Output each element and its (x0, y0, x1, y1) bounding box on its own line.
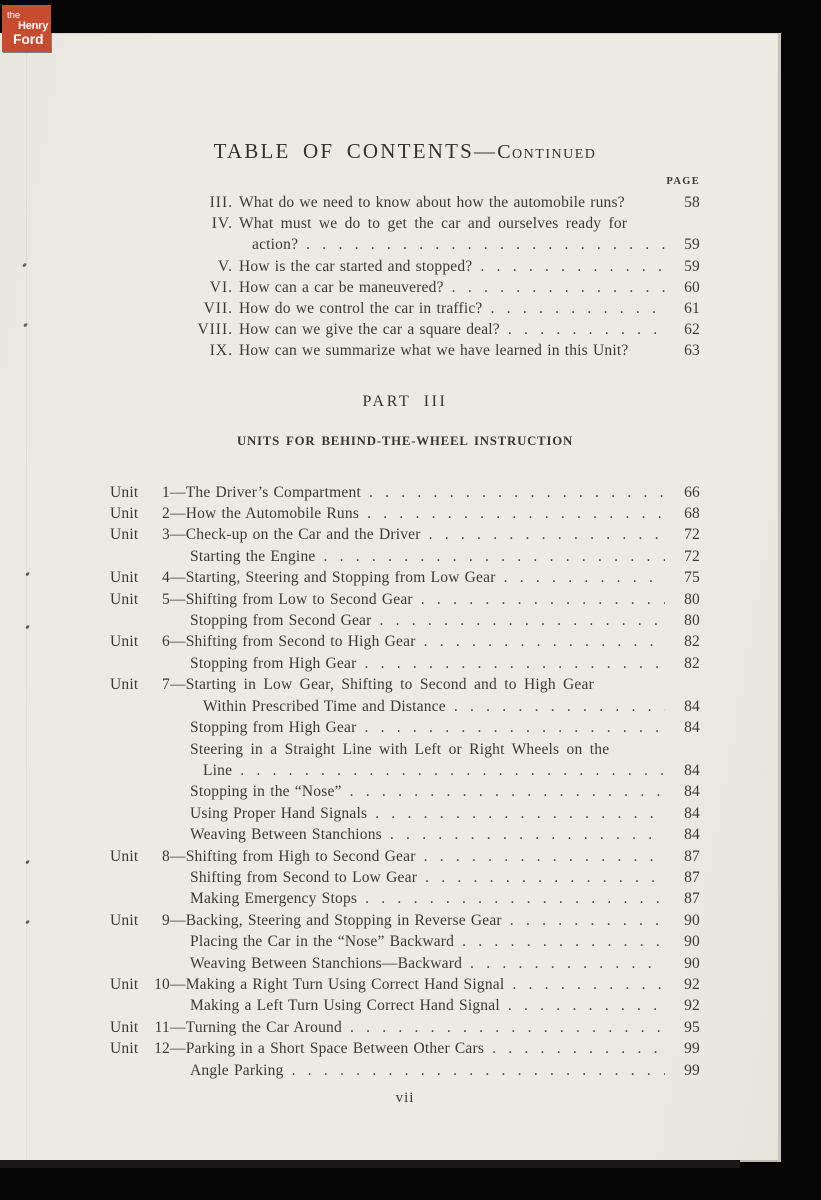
toc-entry-title: —Shifting from Low to Second Gear (170, 590, 413, 608)
unit-word: Unit (110, 1018, 139, 1036)
toc-entry-page-number: 90 (684, 933, 700, 951)
unit-label-col (110, 974, 170, 995)
unit-label-col (110, 1017, 170, 1038)
unit-number: 6 (162, 633, 170, 651)
unit-label-col (110, 631, 170, 652)
dot-leader (424, 846, 665, 867)
dot-leader (364, 653, 665, 674)
toc-entry-numeral: IX. (209, 342, 233, 360)
toc-entry-line (110, 803, 700, 824)
toc-entry-numeral: IV. (211, 215, 233, 233)
toc-entry-line (110, 503, 700, 524)
toc-entry-title: —Shifting from Second to High Gear (170, 633, 416, 651)
toc-entry-title: Making a Left Turn Using Correct Hand Signal (190, 997, 500, 1015)
unit-label-col (110, 910, 170, 931)
toc-entry-page-number: 95 (684, 1018, 700, 1036)
toc-entry-title: —Making a Right Turn Using Correct Hand Signal (170, 975, 505, 993)
dot-leader (369, 482, 665, 503)
toc-entry-title: —Shifting from High to Second Gear (170, 847, 416, 865)
dot-leader (508, 995, 665, 1016)
dot-leader (379, 610, 665, 631)
toc-entry-page-number: 84 (684, 826, 700, 844)
toc-entry-page-number: 90 (684, 911, 700, 929)
toc-entry-title: How is the car started and stopped? (239, 257, 473, 275)
toc-entry-line (110, 696, 700, 717)
toc-entry-page-number: 82 (684, 654, 700, 672)
toc-entry-line (110, 589, 700, 610)
toc-entry-title: —The Driver’s Compartment (170, 483, 361, 501)
dot-leader (462, 931, 665, 952)
toc-entry-page-number: 63 (684, 342, 700, 360)
toc-entry-line (110, 340, 700, 361)
toc-entry-line (110, 974, 700, 995)
dot-leader (292, 1060, 665, 1081)
dot-leader (240, 760, 665, 781)
unit-label-col (110, 1038, 170, 1059)
toc-entry-line (110, 234, 700, 255)
toc-entry-page-number: 87 (684, 868, 700, 886)
toc-entry-line (110, 482, 700, 503)
toc-entry-page-number: 99 (684, 1040, 700, 1058)
ink-speck (23, 323, 28, 328)
dot-leader (425, 867, 665, 888)
toc-entry-page-number: 60 (684, 278, 700, 296)
toc-entry-title: How can a car be maneuvered? (239, 278, 444, 296)
unit-number: 9 (162, 911, 170, 929)
ink-speck (25, 572, 30, 577)
page-title-continued: Continued (497, 141, 597, 163)
unit-label-col (110, 503, 170, 524)
toc-entry-line (110, 319, 700, 340)
toc-entry-line (110, 298, 700, 319)
toc-entry-title: —Turning the Car Around (170, 1018, 342, 1036)
toc-entry-line (110, 1038, 700, 1059)
toc-entry-line (110, 610, 700, 631)
toc-entry-line (110, 674, 700, 695)
toc-entry-title: What do we need to know about how the automobile runs? (239, 194, 625, 211)
toc-entry-line (110, 653, 700, 674)
page-content (110, 33, 700, 1107)
toc-entry-title: Angle Parking (190, 1061, 284, 1079)
part-heading: PART III (362, 392, 448, 410)
toc-entry-page-number: 84 (684, 761, 700, 779)
unit-number: 11 (154, 1018, 170, 1036)
toc-entry-title: How can we summarize what we have learned in this Unit? (239, 342, 629, 360)
unit-word: Unit (110, 526, 139, 544)
toc-entry-title: How can we give the car a square deal? (239, 321, 500, 339)
toc-entry-title: Placing the Car in the “Nose” Backward (190, 933, 455, 951)
unit-number: 8 (162, 847, 170, 865)
unit-word: Unit (110, 676, 139, 694)
dot-leader (424, 631, 665, 652)
toc-entry-title: Making Emergency Stops (190, 890, 358, 908)
dot-leader (390, 824, 665, 845)
toc-entry-page-number: 92 (684, 997, 700, 1015)
dot-leader (364, 717, 665, 738)
unit-word: Unit (110, 911, 139, 929)
page-title-main: TABLE OF CONTENTS— (213, 139, 498, 163)
dot-leader (512, 974, 665, 995)
toc-entry-numeral: VII. (203, 300, 233, 318)
unit-number: 5 (162, 590, 170, 608)
toc-entry-title: Stopping from High Gear (190, 719, 357, 737)
dot-leader (306, 234, 665, 255)
toc-entry-title: Shifting from Second to Low Gear (190, 868, 418, 886)
toc-entry-page-number: 84 (684, 783, 700, 801)
unit-word: Unit (110, 505, 139, 523)
toc-entry-page-number: 72 (684, 547, 700, 565)
toc-entry-page-number: 82 (684, 633, 700, 651)
unit-number: 7 (162, 676, 170, 694)
dot-leader (480, 256, 665, 277)
toc-entry-line (110, 256, 700, 277)
toc-entry-title: Weaving Between Stanchions—Backward (190, 954, 463, 972)
unit-number: 3 (162, 526, 170, 544)
toc-entry-numeral: V. (217, 257, 233, 275)
unit-number: 4 (162, 569, 170, 587)
toc-entry-line (110, 888, 700, 909)
toc-entry-line (110, 910, 700, 931)
toc-entry-page-number: 75 (684, 569, 700, 587)
toc-entry-title: What must we do to get the car and ourselves ready for (239, 215, 628, 233)
toc-entry-page-number: 59 (684, 257, 700, 275)
toc-entry-line (110, 546, 700, 567)
henry-ford-logo (2, 5, 51, 52)
toc-entry-page-number: 62 (684, 321, 700, 339)
unit-word: Unit (110, 847, 139, 865)
dot-leader (510, 910, 665, 931)
toc-entry-line (110, 846, 700, 867)
ink-speck (25, 625, 30, 630)
dot-leader (365, 888, 665, 909)
toc-entry-line (110, 953, 700, 974)
dot-leader (504, 567, 665, 588)
dot-leader (454, 696, 665, 717)
unit-label-col (110, 846, 170, 867)
toc-entry-page-number: 87 (684, 890, 700, 908)
toc-entry-title: action? (252, 236, 299, 254)
unit-word: Unit (110, 1040, 139, 1058)
toc-entry-page-number: 80 (684, 590, 700, 608)
ink-speck (25, 920, 30, 925)
page-title (110, 33, 700, 164)
toc-entry-page-number: 84 (684, 804, 700, 822)
logo-text-ford: Ford (13, 31, 44, 47)
page-crease (26, 33, 27, 1162)
dot-leader (491, 298, 665, 319)
toc-entry-title: —How the Automobile Runs (170, 505, 360, 523)
dot-leader (375, 803, 665, 824)
toc-entry-title: —Check-up on the Car and the Driver (170, 526, 421, 544)
toc-entry-page-number: 61 (684, 300, 700, 318)
toc-entry-title: Stopping in the “Nose” (190, 783, 342, 801)
dot-leader (323, 546, 665, 567)
toc-entry-title: Weaving Between Stanchions (190, 826, 382, 844)
toc-entry-line (110, 213, 700, 234)
toc-entry-page-number: 68 (684, 505, 700, 523)
toc-entry-line (110, 1017, 700, 1038)
toc-entry-page-number: 66 (684, 483, 700, 501)
unit-number: 12 (154, 1040, 170, 1058)
toc-entry-page-number: 84 (684, 719, 700, 737)
toc-entry-page-number: 90 (684, 954, 700, 972)
units-list (110, 482, 700, 1081)
toc-entry-page-number: 72 (684, 526, 700, 544)
dot-leader (350, 1017, 665, 1038)
logo-text-henry: Henry (18, 20, 49, 32)
unit-label-col (110, 674, 170, 695)
toc-entry-line (110, 781, 700, 802)
unit-label-col (110, 589, 170, 610)
page-column-label: PAGE (666, 176, 700, 187)
toc-entry-title: Line (203, 761, 233, 779)
toc-entry-page-number: 80 (684, 612, 700, 630)
dot-leader (508, 319, 665, 340)
dot-leader (429, 524, 665, 545)
dot-leader (367, 503, 665, 524)
dot-leader (350, 781, 665, 802)
unit-word: Unit (110, 975, 139, 993)
dot-leader (452, 277, 665, 298)
unit-number: 10 (154, 975, 170, 993)
toc-entry-line (110, 277, 700, 298)
toc-entry-title: Stopping from Second Gear (190, 612, 372, 630)
toc-entry-title: How do we control the car in traffic? (239, 300, 483, 318)
toc-entry-title: —Parking in a Short Space Between Other Cars (170, 1040, 485, 1058)
units-heading: UNITS FOR BEHIND-THE-WHEEL INSTRUCTION (236, 433, 574, 448)
toc-entry-numeral: VIII. (197, 321, 233, 339)
unit-word: Unit (110, 569, 139, 587)
toc-entry-page-number: 92 (684, 975, 700, 993)
toc-entry-title: —Backing, Steering and Stopping in Reverse Gear (170, 911, 502, 929)
unit-word: Unit (110, 483, 139, 501)
toc-entry-line (110, 524, 700, 545)
toc-entry-line (110, 192, 700, 213)
unit-number: 1 (162, 483, 170, 501)
toc-entry-line (110, 717, 700, 738)
ink-speck (25, 860, 30, 865)
unit-label-col (110, 524, 170, 545)
dot-leader (492, 1038, 665, 1059)
unit-word: Unit (110, 590, 139, 608)
unit-number: 2 (162, 505, 170, 523)
toc-entry-line (110, 824, 700, 845)
toc-entry-line (110, 631, 700, 652)
toc-entry-title: Within Prescribed Time and Distance (203, 697, 446, 715)
dot-leader (421, 589, 665, 610)
toc-entry-line (110, 739, 700, 760)
toc-entry-title: Stopping from High Gear (190, 654, 357, 672)
toc-entry-title: Starting the Engine (190, 547, 316, 565)
toc-entry-numeral: III. (209, 194, 233, 211)
toc-entry-page-number: 58 (684, 194, 700, 211)
contents-continued-list (110, 192, 700, 362)
toc-entry-line (110, 1060, 700, 1081)
toc-entry-title: —Starting, Steering and Stopping from Low Gear (170, 569, 496, 587)
toc-entry-line (110, 867, 700, 888)
toc-entry-page-number: 87 (684, 847, 700, 865)
unit-label-col (110, 482, 170, 503)
toc-entry-page-number: 99 (684, 1061, 700, 1079)
dot-leader (470, 953, 665, 974)
toc-entry-page-number: 84 (684, 697, 700, 715)
toc-entry-line (110, 931, 700, 952)
unit-word: Unit (110, 633, 139, 651)
book-page (0, 33, 781, 1162)
toc-entry-page-number: 59 (684, 236, 700, 254)
page-edge-shadow (0, 1160, 740, 1168)
toc-entry-line (110, 567, 700, 588)
toc-entry-title: —Starting in Low Gear, Shifting to Second and to High Gear (170, 676, 594, 694)
toc-entry-line (110, 995, 700, 1016)
toc-entry-line (110, 760, 700, 781)
folio-page-number: vii (395, 1090, 415, 1106)
toc-entry-title: Steering in a Straight Line with Left or Right Wheels on the (190, 740, 610, 758)
unit-label-col (110, 567, 170, 588)
logo-text-the: the (7, 10, 21, 21)
toc-entry-numeral: VI. (209, 278, 233, 296)
toc-entry-title: Using Proper Hand Signals (190, 804, 368, 822)
